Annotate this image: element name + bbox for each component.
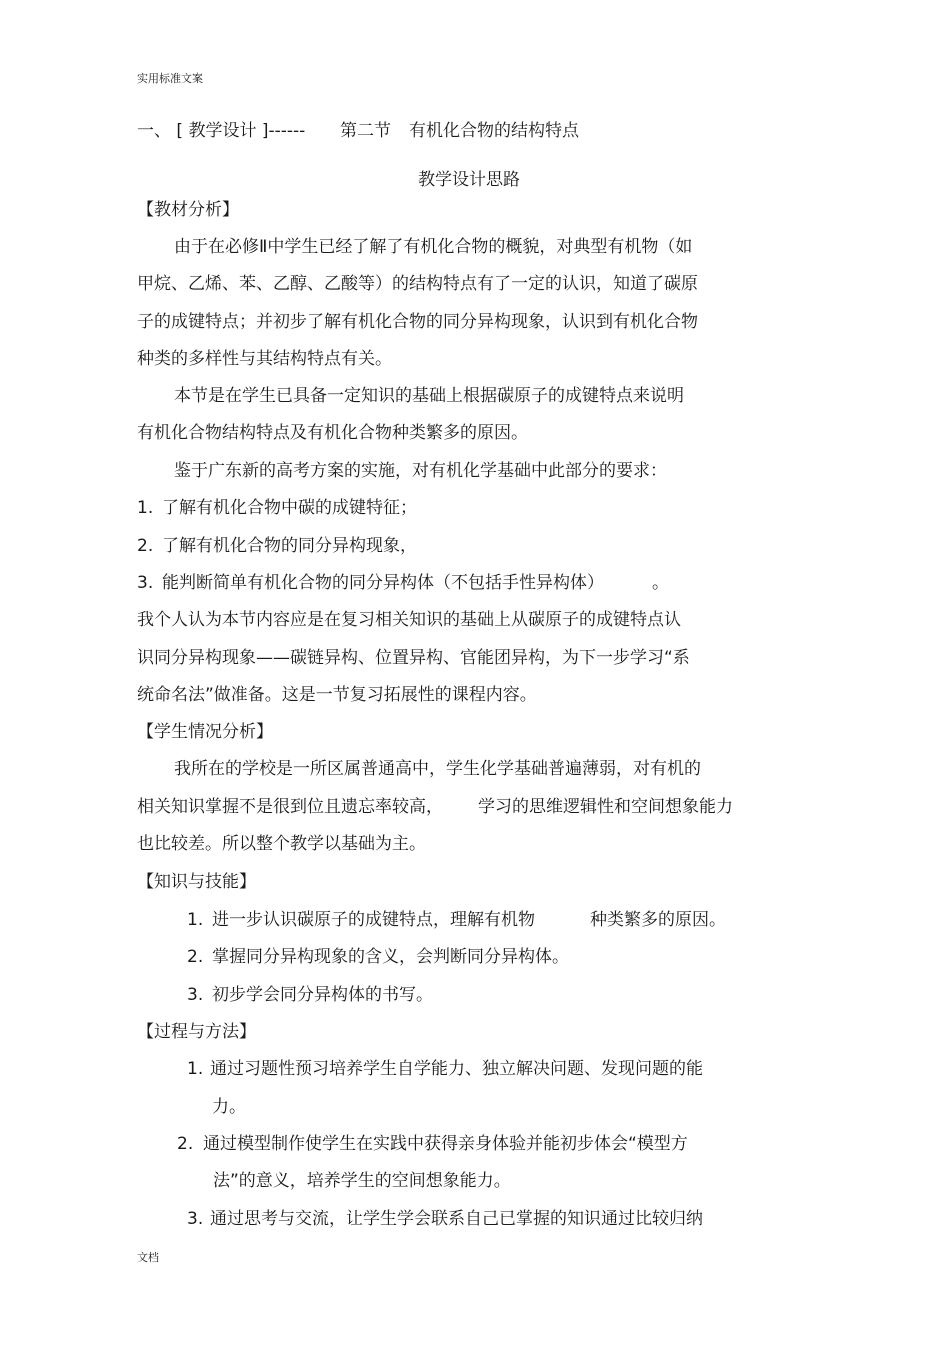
paragraph-line: 甲烷、乙烯、苯、乙醇、乙酸等）的结构特点有了一定的认识，知道了碳原: [137, 274, 698, 294]
opinion-line: 统命名法”做准备。这是一节复习拓展性的课程内容。: [137, 685, 537, 705]
list-item-text: 通过习题性预习培养学生自学能力、独立解决问题、发现问题的能: [210, 1059, 703, 1079]
title-prefix: 一、 [ 教学设计 ]------: [137, 121, 306, 141]
paragraph-line: 有机化合物结构特点及有机化合物种类繁多的原因。: [137, 423, 528, 443]
paragraph-line: 相关知识掌握不是很到位且遗忘率较高，: [137, 797, 443, 817]
list-item-continuation: 力。: [212, 1097, 246, 1117]
page-footer: 文档: [137, 1251, 159, 1264]
paragraph-line: 本节是在学生已具备一定知识的基础上根据碳原子的成键特点来说明: [174, 386, 684, 406]
heading-student-analysis: 【学生情况分析】: [137, 722, 273, 742]
list-number: 2.: [177, 1134, 194, 1154]
list-item-text: 掌握同分异构现象的含义，会判断同分异构体。: [212, 947, 569, 967]
requirement-end-mark: 。: [652, 573, 669, 593]
opinion-line: 识同分异构现象——碳链异构、位置异构、官能团异构，为下一步学习“系: [137, 648, 690, 668]
requirement-text: 能判断简单有机化合物的同分异构体（不包括手性异构体）: [162, 573, 604, 593]
list-item-text: 通过模型制作使学生在实践中获得亲身体验并能初步体会“模型方: [203, 1134, 688, 1154]
paragraph-line: 种类的多样性与其结构特点有关。: [137, 349, 392, 369]
subtitle: 教学设计思路: [418, 170, 520, 190]
list-item-text: 初步学会同分异构体的书写。: [212, 985, 433, 1005]
opinion-line: 我个人认为本节内容应是在复习相关知识的基础上从碳原子的成键特点认: [137, 610, 681, 630]
list-number: 1.: [187, 1059, 204, 1079]
list-number: 3.: [187, 1209, 204, 1229]
title-topic: 有机化合物的结构特点: [409, 121, 579, 141]
paragraph-line: 子的成键特点；并初步了解有机化合物的同分异构现象，认识到有机化合物: [137, 312, 698, 332]
paragraph-line: 学习的思维逻辑性和空间想象能力: [478, 797, 733, 817]
paragraph-line: 由于在必修Ⅱ中学生已经了解了有机化合物的概貌，对典型有机物（如: [174, 237, 693, 257]
list-item-text: 种类繁多的原因。: [590, 910, 726, 930]
heading-textbook-analysis: 【教材分析】: [137, 200, 239, 220]
paragraph-line: 鉴于广东新的高考方案的实施，对有机化学基础中此部分的要求：: [174, 461, 667, 481]
requirement-text: 了解有机化合物中碳的成键特征；: [162, 498, 417, 518]
heading-process-methods: 【过程与方法】: [137, 1022, 256, 1042]
paragraph-line: 我所在的学校是一所区属普通高中，学生化学基础普遍薄弱，对有机的: [174, 759, 701, 779]
list-number: 2.: [187, 947, 204, 967]
list-item-text: 进一步认识碳原子的成键特点，理解有机物: [212, 910, 535, 930]
requirement-number: 1.: [137, 498, 154, 518]
list-number: 1.: [187, 910, 204, 930]
list-item-continuation: 法”的意义，培养学生的空间想象能力。: [213, 1171, 511, 1191]
requirement-number: 2.: [137, 536, 154, 556]
list-number: 3.: [187, 985, 204, 1005]
heading-knowledge-skills: 【知识与技能】: [137, 872, 256, 892]
page-header: 实用标准文案: [137, 72, 203, 85]
title-section: 第二节: [340, 121, 391, 141]
requirement-number: 3.: [137, 573, 154, 593]
paragraph-line: 也比较差。所以整个教学以基础为主。: [137, 834, 426, 854]
list-item-text: 通过思考与交流，让学生学会联系自己已掌握的知识通过比较归纳: [210, 1209, 703, 1229]
requirement-text: 了解有机化合物的同分异构现象，: [162, 536, 417, 556]
